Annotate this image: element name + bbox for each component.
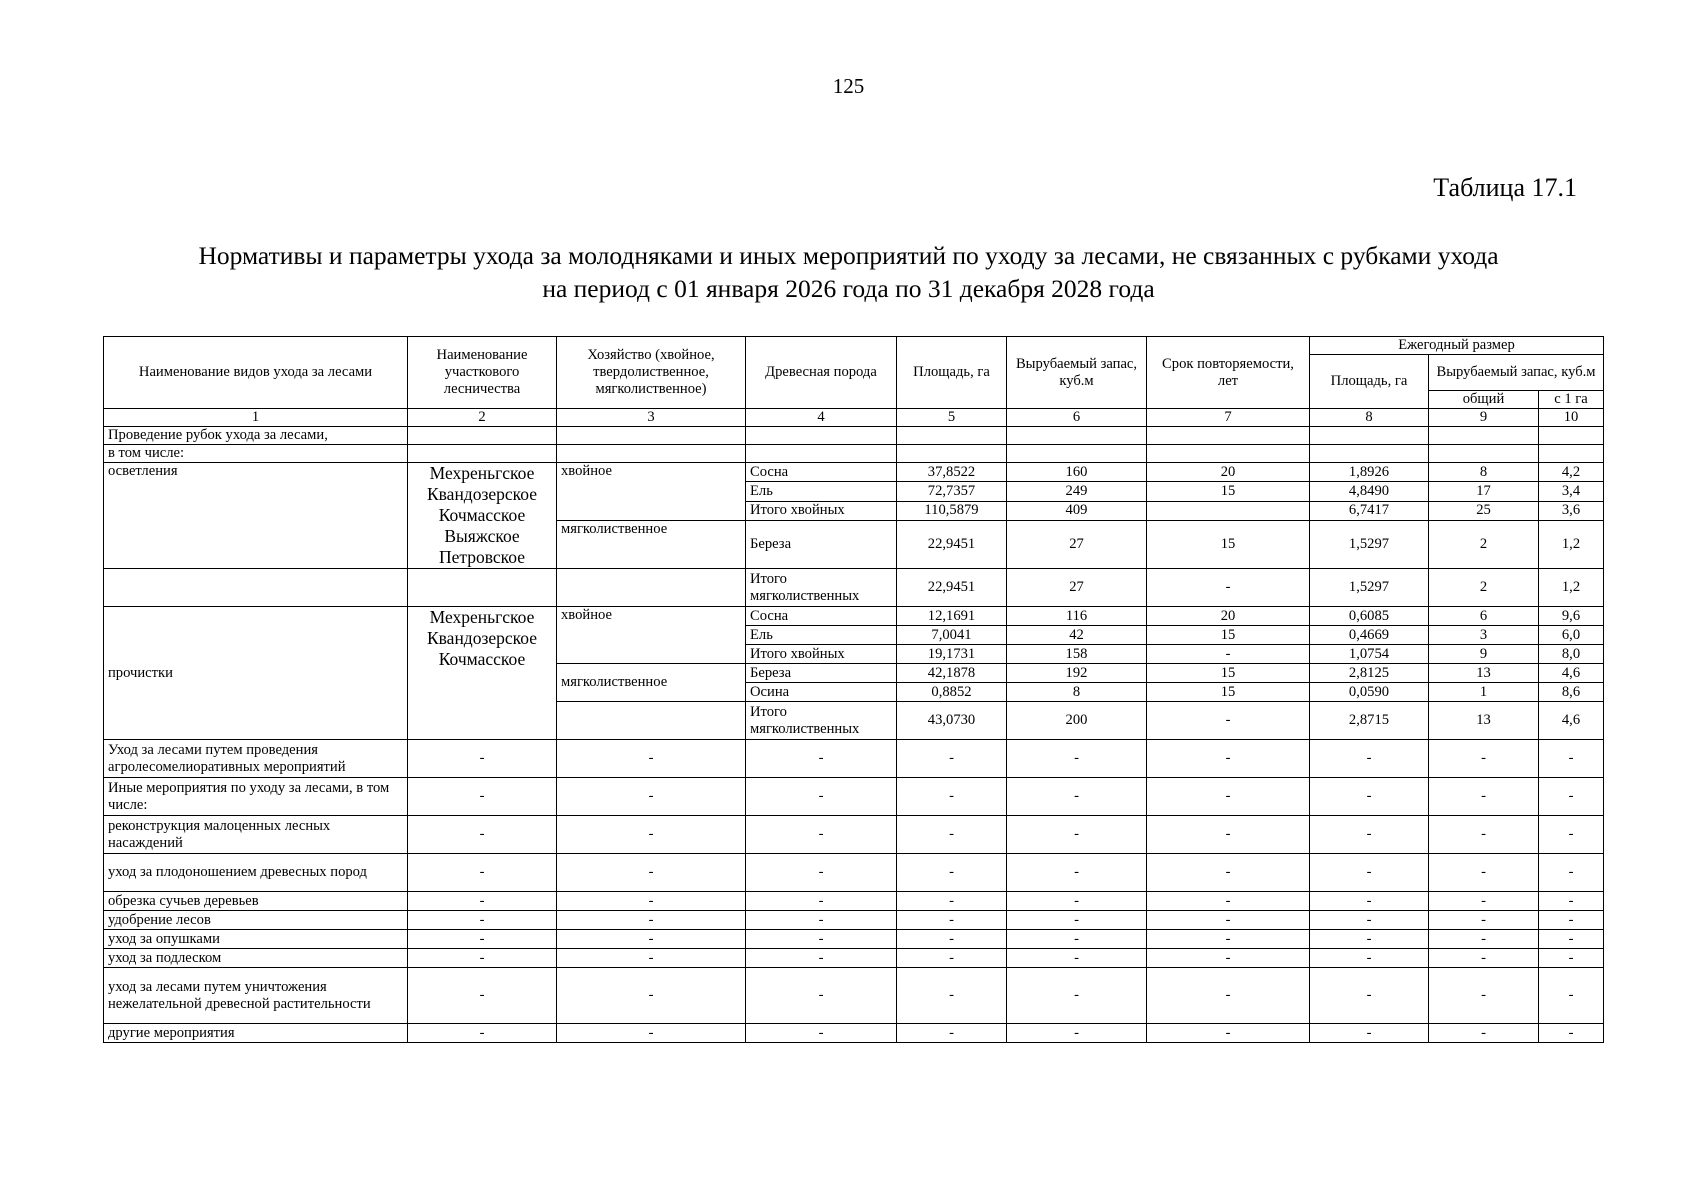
period-cell: -	[1147, 645, 1310, 664]
activity-name-cell: реконструкция малоценных лесных насаждений	[104, 816, 408, 854]
table-row	[104, 854, 1604, 892]
dash-cell: -	[1429, 930, 1539, 949]
dash-cell: -	[408, 816, 557, 854]
stock-cell: 27	[1007, 521, 1147, 569]
annual-stock-total-cell: 13	[1429, 664, 1539, 683]
species-cell: Итого хвойных	[746, 501, 897, 520]
column-number: 1	[104, 409, 408, 427]
dash-cell: -	[1429, 816, 1539, 854]
dash-cell: -	[408, 892, 557, 911]
stock-cell: 158	[1007, 645, 1147, 664]
annual-stock-per-ha-cell: 4,6	[1539, 702, 1604, 740]
dash-cell: -	[1539, 778, 1604, 816]
column-number: 9	[1429, 409, 1539, 427]
annual-stock-per-ha-cell: 8,0	[1539, 645, 1604, 664]
dash-cell: -	[408, 778, 557, 816]
area-cell: 72,7357	[897, 482, 1007, 501]
annual-stock-total-cell: 3	[1429, 626, 1539, 645]
dash-cell: -	[1007, 892, 1147, 911]
stock-cell: 42	[1007, 626, 1147, 645]
dash-cell: -	[1539, 740, 1604, 778]
area-cell: 43,0730	[897, 702, 1007, 740]
annual-area-cell: 0,0590	[1310, 683, 1429, 702]
area-cell: 42,1878	[897, 664, 1007, 683]
document-title	[60, 239, 1637, 305]
header-annual-stock-total: общий	[1429, 391, 1539, 409]
dash-cell: -	[557, 968, 746, 1024]
header-period: Срок повторяемости, лет	[1147, 337, 1310, 409]
dash-cell: -	[1007, 1024, 1147, 1043]
dash-cell: -	[897, 930, 1007, 949]
annual-area-cell: 2,8715	[1310, 702, 1429, 740]
annual-area-cell: 6,7417	[1310, 501, 1429, 520]
dash-cell: -	[1007, 949, 1147, 968]
dash-cell: -	[408, 1024, 557, 1043]
annual-area-cell: 0,4669	[1310, 626, 1429, 645]
table-row	[104, 892, 1604, 911]
annual-stock-total-cell: 25	[1429, 501, 1539, 520]
dash-cell: -	[897, 911, 1007, 930]
section-subtitle-row	[104, 445, 1604, 463]
period-cell: 15	[1147, 683, 1310, 702]
farm-cell: мягколиственное	[557, 664, 746, 702]
dash-cell: -	[897, 778, 1007, 816]
header-annual-area: Площадь, га	[1310, 355, 1429, 409]
dash-cell: -	[1310, 930, 1429, 949]
period-cell: 15	[1147, 521, 1310, 569]
period-cell: -	[1147, 569, 1310, 607]
dash-cell: -	[746, 854, 897, 892]
table-row	[104, 911, 1604, 930]
dash-cell: -	[1429, 778, 1539, 816]
dash-cell: -	[1147, 911, 1310, 930]
table-row	[104, 816, 1604, 854]
title-line-1: Нормативы и параметры ухода за молодняками и иных мероприятий по уходу за лесами, не связанных с рубками ухода	[198, 241, 1499, 270]
dash-cell: -	[897, 816, 1007, 854]
annual-area-cell: 2,8125	[1310, 664, 1429, 683]
dash-cell: -	[897, 854, 1007, 892]
dash-cell: -	[1007, 854, 1147, 892]
dash-cell: -	[1310, 740, 1429, 778]
stock-cell: 200	[1007, 702, 1147, 740]
annual-stock-total-cell: 9	[1429, 645, 1539, 664]
annual-stock-per-ha-cell: 3,6	[1539, 501, 1604, 520]
dash-cell: -	[1147, 816, 1310, 854]
area-cell: 19,1731	[897, 645, 1007, 664]
dash-cell: -	[1147, 949, 1310, 968]
header-annual-stock: Вырубаемый запас, куб.м	[1429, 355, 1604, 391]
period-cell: 15	[1147, 626, 1310, 645]
table-row	[104, 778, 1604, 816]
dash-cell: -	[746, 892, 897, 911]
annual-stock-per-ha-cell: 6,0	[1539, 626, 1604, 645]
activity-name-cell: уход за лесами путем уничтожения нежелательной древесной растительности	[104, 968, 408, 1024]
header-annual-stock-per-ha: с 1 га	[1539, 391, 1604, 409]
dash-cell: -	[1147, 778, 1310, 816]
column-number: 7	[1147, 409, 1310, 427]
dash-cell: -	[1429, 968, 1539, 1024]
dash-cell: -	[1147, 854, 1310, 892]
dash-cell: -	[1539, 968, 1604, 1024]
column-number: 6	[1007, 409, 1147, 427]
dash-cell: -	[1429, 911, 1539, 930]
area-cell: 110,5879	[897, 501, 1007, 520]
column-number: 8	[1310, 409, 1429, 427]
dash-cell: -	[746, 949, 897, 968]
dash-cell: -	[1429, 892, 1539, 911]
dash-cell: -	[1007, 778, 1147, 816]
stock-cell: 249	[1007, 482, 1147, 501]
dash-cell: -	[1539, 1024, 1604, 1043]
period-cell: 15	[1147, 482, 1310, 501]
table-label: Таблица 17.1	[1433, 173, 1577, 202]
other-activities	[104, 740, 1604, 1043]
dash-cell: -	[557, 816, 746, 854]
dash-cell: -	[1007, 968, 1147, 1024]
dash-cell: -	[1310, 892, 1429, 911]
dash-cell: -	[557, 854, 746, 892]
table-row	[104, 968, 1604, 1024]
activity-name-cell: удобрение лесов	[104, 911, 408, 930]
table-row	[104, 949, 1604, 968]
annual-stock-total-cell: 8	[1429, 463, 1539, 482]
page-number: 125	[832, 74, 865, 98]
area-cell: 0,8852	[897, 683, 1007, 702]
annual-area-cell: 1,5297	[1310, 521, 1429, 569]
annual-area-cell: 1,5297	[1310, 569, 1429, 607]
stock-cell: 160	[1007, 463, 1147, 482]
species-cell: Итого хвойных	[746, 645, 897, 664]
period-cell	[1147, 501, 1310, 520]
table-row	[104, 740, 1604, 778]
species-cell: Осина	[746, 683, 897, 702]
annual-stock-total-cell: 2	[1429, 521, 1539, 569]
stock-cell: 8	[1007, 683, 1147, 702]
dash-cell: -	[1007, 816, 1147, 854]
stock-cell: 409	[1007, 501, 1147, 520]
species-cell: Итого мягколиственных	[746, 702, 897, 740]
dash-cell: -	[1539, 949, 1604, 968]
species-cell: Ель	[746, 626, 897, 645]
dash-cell: -	[1147, 740, 1310, 778]
dash-cell: -	[1147, 930, 1310, 949]
activity-name-cell: Уход за лесами путем проведения агролесомелиоративных мероприятий	[104, 740, 408, 778]
column-number: 3	[557, 409, 746, 427]
dash-cell: -	[408, 911, 557, 930]
dash-cell: -	[1429, 949, 1539, 968]
forestry-cell: Мехреньгское Квандозерское Кочмасское	[408, 607, 557, 740]
dash-cell: -	[746, 911, 897, 930]
area-cell: 37,8522	[897, 463, 1007, 482]
species-cell: Итого мягколиственных	[746, 569, 897, 607]
dash-cell: -	[1147, 1024, 1310, 1043]
header-farm: Хозяйство (хвойное, твердолиственное, мягколиственное)	[557, 337, 746, 409]
farm-cell: хвойное	[557, 463, 746, 521]
dash-cell: -	[408, 854, 557, 892]
dash-cell: -	[1310, 778, 1429, 816]
column-numbers-row	[104, 409, 1604, 427]
period-cell: -	[1147, 702, 1310, 740]
header-species: Древесная порода	[746, 337, 897, 409]
dash-cell: -	[1310, 949, 1429, 968]
table-row	[104, 607, 1604, 626]
annual-stock-per-ha-cell: 4,6	[1539, 664, 1604, 683]
dash-cell: -	[1007, 930, 1147, 949]
farm-cell: мягколиственное	[557, 521, 746, 569]
annual-stock-total-cell: 1	[1429, 683, 1539, 702]
area-cell: 12,1691	[897, 607, 1007, 626]
section-subtitle: в том числе:	[104, 445, 408, 463]
column-number: 5	[897, 409, 1007, 427]
dash-cell: -	[557, 911, 746, 930]
column-number: 10	[1539, 409, 1604, 427]
period-cell: 15	[1147, 664, 1310, 683]
species-cell: Береза	[746, 521, 897, 569]
header-area: Площадь, га	[897, 337, 1007, 409]
dash-cell: -	[1310, 1024, 1429, 1043]
column-number: 4	[746, 409, 897, 427]
dash-cell: -	[897, 892, 1007, 911]
dash-cell: -	[1429, 1024, 1539, 1043]
header-annual-size: Ежегодный размер	[1310, 337, 1604, 355]
dash-cell: -	[746, 968, 897, 1024]
dash-cell: -	[1147, 892, 1310, 911]
annual-stock-per-ha-cell: 3,4	[1539, 482, 1604, 501]
header-work-type: Наименование видов ухода за лесами	[104, 337, 408, 409]
annual-stock-per-ha-cell: 4,2	[1539, 463, 1604, 482]
table-row	[104, 930, 1604, 949]
dash-cell: -	[897, 740, 1007, 778]
activity-name-cell: уход за плодоношением древесных пород	[104, 854, 408, 892]
annual-stock-total-cell: 13	[1429, 702, 1539, 740]
forestry-cell: Мехреньгское Квандозерское Кочмасское Выяжское Петровское	[408, 463, 557, 569]
dash-cell: -	[557, 778, 746, 816]
dash-cell: -	[557, 1024, 746, 1043]
annual-stock-total-cell: 6	[1429, 607, 1539, 626]
activity-name-cell: уход за подлеском	[104, 949, 408, 968]
species-cell: Ель	[746, 482, 897, 501]
area-cell: 22,9451	[897, 521, 1007, 569]
farm-cell: хвойное	[557, 607, 746, 664]
title-line-2: на период с 01 января 2026 года по 31 декабря 2028 года	[542, 274, 1155, 303]
dash-cell: -	[1539, 911, 1604, 930]
column-number: 2	[408, 409, 557, 427]
dash-cell: -	[1539, 854, 1604, 892]
dash-cell: -	[557, 740, 746, 778]
dash-cell: -	[408, 949, 557, 968]
species-cell: Сосна	[746, 463, 897, 482]
annual-stock-per-ha-cell: 1,2	[1539, 569, 1604, 607]
norms-table	[103, 336, 1604, 1043]
work-type-cell: прочистки	[104, 607, 408, 740]
dash-cell: -	[746, 1024, 897, 1043]
period-cell: 20	[1147, 463, 1310, 482]
dash-cell: -	[1007, 911, 1147, 930]
dash-cell: -	[1429, 854, 1539, 892]
header-forestry: Наименование участкового лесничества	[408, 337, 557, 409]
period-cell: 20	[1147, 607, 1310, 626]
dash-cell: -	[746, 778, 897, 816]
dash-cell: -	[557, 930, 746, 949]
dash-cell: -	[1539, 816, 1604, 854]
activity-name-cell: обрезка сучьев деревьев	[104, 892, 408, 911]
dash-cell: -	[557, 949, 746, 968]
stock-cell: 192	[1007, 664, 1147, 683]
activity-name-cell: уход за опушками	[104, 930, 408, 949]
species-cell: Сосна	[746, 607, 897, 626]
annual-area-cell: 1,8926	[1310, 463, 1429, 482]
dash-cell: -	[1310, 911, 1429, 930]
table-row	[104, 463, 1604, 482]
dash-cell: -	[746, 740, 897, 778]
annual-area-cell: 1,0754	[1310, 645, 1429, 664]
annual-stock-total-cell: 2	[1429, 569, 1539, 607]
activity-name-cell: другие мероприятия	[104, 1024, 408, 1043]
dash-cell: -	[1539, 892, 1604, 911]
dash-cell: -	[897, 968, 1007, 1024]
dash-cell: -	[1310, 968, 1429, 1024]
annual-area-cell: 0,6085	[1310, 607, 1429, 626]
stock-cell: 27	[1007, 569, 1147, 607]
section-title: Проведение рубок ухода за лесами,	[104, 427, 408, 445]
header-stock: Вырубаемый запас, куб.м	[1007, 337, 1147, 409]
dash-cell: -	[897, 949, 1007, 968]
dash-cell: -	[408, 930, 557, 949]
dash-cell: -	[897, 1024, 1007, 1043]
area-cell: 7,0041	[897, 626, 1007, 645]
dash-cell: -	[408, 968, 557, 1024]
dash-cell: -	[746, 816, 897, 854]
annual-stock-per-ha-cell: 8,6	[1539, 683, 1604, 702]
dash-cell: -	[1147, 968, 1310, 1024]
dash-cell: -	[557, 892, 746, 911]
annual-area-cell: 4,8490	[1310, 482, 1429, 501]
dash-cell: -	[746, 930, 897, 949]
table-row	[104, 569, 1604, 607]
dash-cell: -	[1310, 854, 1429, 892]
dash-cell: -	[1310, 816, 1429, 854]
dash-cell: -	[408, 740, 557, 778]
stock-cell: 116	[1007, 607, 1147, 626]
section-title-row	[104, 427, 1604, 445]
work-type-cell: осветления	[104, 463, 408, 569]
area-cell: 22,9451	[897, 569, 1007, 607]
species-cell: Береза	[746, 664, 897, 683]
dash-cell: -	[1007, 740, 1147, 778]
table-row	[104, 1024, 1604, 1043]
annual-stock-total-cell: 17	[1429, 482, 1539, 501]
annual-stock-per-ha-cell: 9,6	[1539, 607, 1604, 626]
activity-name-cell: Иные мероприятия по уходу за лесами, в том числе:	[104, 778, 408, 816]
dash-cell: -	[1429, 740, 1539, 778]
annual-stock-per-ha-cell: 1,2	[1539, 521, 1604, 569]
dash-cell: -	[1539, 930, 1604, 949]
